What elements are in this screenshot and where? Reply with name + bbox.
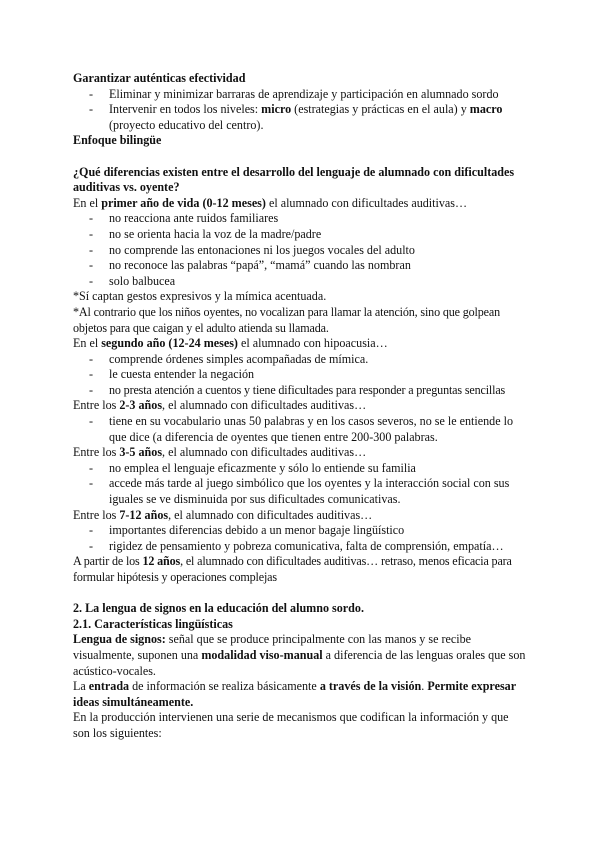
paragraph-lengua: Lengua de signos: señal que se produce principalmente con las manos y se recibe visualmente, suponen una modalidad viso-manual a diferencia de las lenguas orales que son acústico-vocales. [73, 632, 526, 678]
list-item: - le cuesta entender la negación [73, 367, 528, 383]
subsection-title: 2.1. Características lingüísticas [73, 616, 233, 631]
paragraph-3-5: Entre los 3-5 años, el alumnado con dificultades auditivas… [73, 445, 367, 460]
spacer [73, 586, 528, 602]
list-3-5 [73, 461, 528, 508]
list-segundo [73, 352, 528, 399]
heading-enfoque: Enfoque bilingüe [73, 133, 162, 148]
list-2-3 [73, 414, 528, 445]
list-item: - accede más tarde al juego simbólico que los oyentes y la interacción social con sus iguales se ve disminuida por sus dificultades comunicativas. [73, 476, 528, 507]
note: *Sí captan gestos expresivos y la mímica acentuada. [73, 289, 327, 304]
list-item: - rigidez de pensamiento y pobreza comunicativa, falta de comprensión, empatía… [73, 539, 528, 555]
document-body [73, 71, 528, 742]
list-item: - no emplea el lenguaje eficazmente y sólo lo entiende su familia [73, 461, 528, 477]
paragraph-2-3: Entre los 2-3 años, el alumnado con dificultades auditivas… [73, 398, 367, 413]
list-item: - no presta atención a cuentos y tiene dificultades para responder a preguntas sencillas [73, 383, 528, 399]
list-item: - tiene en su vocabulario unas 50 palabras y en los casos severos, no se le entiende lo que dice (a diferencia de oyentes que tienen entre 200-300 palabras. [73, 414, 528, 445]
list-item: - no se orienta hacia la voz de la madre/padre [73, 227, 528, 243]
list-garantizar [73, 87, 528, 134]
paragraph-primer: En el primer año de vida (0-12 meses) el alumnado con dificultades auditivas… [73, 195, 468, 210]
question-heading: ¿Qué diferencias existen entre el desarrollo del lenguaje de alumnado con dificultades auditivas vs. oyente? [73, 164, 515, 195]
list-item: - Intervenir en todos los niveles: micro (estrategias y prácticas en el aula) y macro (proyecto educativo del centro). [73, 102, 528, 133]
paragraph-segundo: En el segundo año (12-24 meses) el alumnado con hipoacusia… [73, 336, 388, 351]
list-item: - no reacciona ante ruidos familiares [73, 211, 528, 227]
note: *Al contrario que los niños oyentes, no vocalizan para llamar la atención, sino que golpean objetos para que caigan y el adulto atienda su llamada. [73, 304, 500, 335]
list-item: - comprende órdenes simples acompañadas de mímica. [73, 352, 528, 368]
paragraph-produccion: En la producción intervienen una serie de mecanismos que codifican la información y que son los siguientes: [73, 710, 509, 740]
paragraph-7-12: Entre los 7-12 años, el alumnado con dificultades auditivas… [73, 507, 373, 522]
section-title: 2. La lengua de signos en la educación del alumno sordo. [73, 601, 364, 616]
paragraph-entrada: La entrada de información se realiza básicamente a través de la visión. Permite expresar ideas simultáneamente. [73, 679, 516, 709]
list-7-12 [73, 523, 528, 554]
list-item: - importantes diferencias debido a un menor bagaje lingüístico [73, 523, 528, 539]
list-item: - solo balbucea [73, 274, 528, 290]
spacer [73, 149, 528, 165]
paragraph-12: A partir de los 12 años, el alumnado con dificultades auditivas… retraso, menos eficacia para formular hipótesis y operaciones complejas [73, 554, 512, 584]
list-item: - no comprende las entonaciones ni los juegos vocales del adulto [73, 243, 528, 259]
list-item: - no reconoce las palabras “papá”, “mamá” cuando las nombran [73, 258, 528, 274]
list-item: - Eliminar y minimizar barraras de aprendizaje y participación en alumnado sordo [73, 87, 528, 103]
list-primer [73, 211, 528, 289]
heading-garantizar: Garantizar auténticas efectividad [73, 71, 246, 85]
